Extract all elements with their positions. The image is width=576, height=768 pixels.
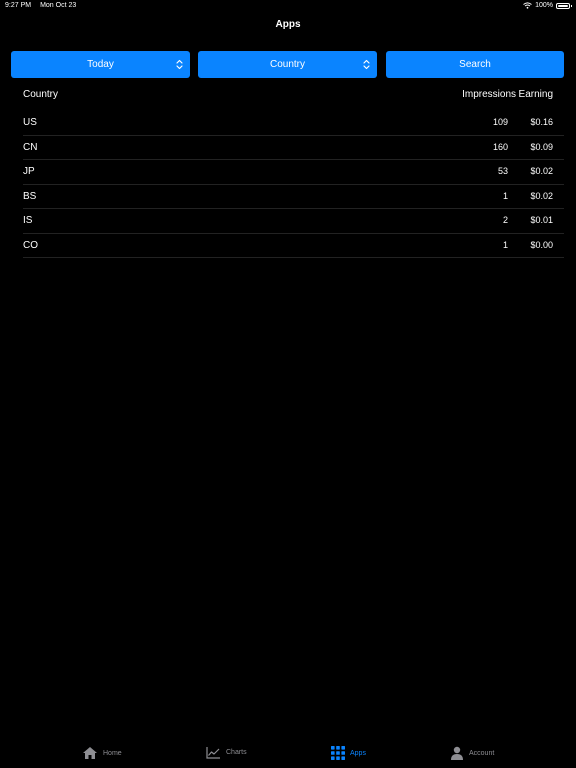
column-header-impressions: Impressions	[462, 89, 516, 100]
wifi-icon	[523, 2, 532, 9]
status-right	[523, 2, 570, 9]
cell-country: BS	[23, 190, 37, 202]
tab-apps[interactable]	[331, 746, 366, 760]
cell-impressions: 1	[502, 239, 508, 250]
dimension-select-label: Country	[269, 59, 305, 70]
period-select-label: Today	[87, 59, 114, 70]
tab-account-label: Account	[469, 749, 495, 757]
status-bar	[0, 0, 576, 12]
status-left	[5, 2, 76, 9]
column-header-country: Country	[23, 89, 59, 100]
table-row	[23, 185, 564, 210]
table-row	[23, 136, 564, 161]
cell-impressions: 1	[502, 190, 508, 201]
cell-impressions: 160	[492, 141, 508, 152]
cell-earning: $0.02	[530, 166, 553, 176]
data-table	[23, 111, 564, 258]
chart-line-icon	[206, 746, 221, 759]
page-title: Apps	[275, 19, 301, 30]
dimension-select[interactable]	[198, 51, 377, 78]
person-icon	[450, 746, 464, 760]
tab-account[interactable]	[450, 746, 494, 760]
cell-impressions: 53	[497, 166, 508, 176]
cell-earning: $0.01	[530, 215, 553, 225]
cell-impressions: 109	[492, 117, 508, 127]
tab-charts-label: Charts	[226, 749, 247, 756]
status-date: Mon Oct 23	[40, 2, 77, 9]
cell-earning: $0.00	[530, 239, 553, 250]
cell-earning: $0.16	[530, 117, 553, 127]
tab-home-label: Home	[103, 749, 122, 757]
table-row	[23, 111, 564, 136]
battery-percent: 100%	[535, 2, 553, 9]
cell-country: JP	[23, 166, 35, 177]
cell-impressions: 2	[502, 215, 508, 225]
battery-level	[558, 5, 568, 7]
tab-charts[interactable]	[206, 746, 247, 759]
chevron-up-down-icon	[176, 58, 183, 71]
cell-country: CN	[23, 141, 38, 153]
tab-home[interactable]	[82, 746, 122, 760]
table-row	[23, 234, 564, 259]
tab-apps-label: Apps	[350, 749, 366, 757]
tab-bar	[0, 740, 576, 768]
period-select[interactable]	[11, 51, 190, 78]
cell-country: US	[23, 117, 37, 128]
search-button[interactable]	[386, 51, 564, 78]
cell-earning: $0.02	[530, 190, 553, 201]
column-header-earning: Earning	[518, 89, 553, 100]
cell-country: CO	[23, 239, 38, 251]
house-icon	[82, 746, 98, 760]
grid-icon	[331, 746, 345, 760]
table-row	[23, 209, 564, 234]
status-time: 9:27 PM	[5, 2, 32, 9]
chevron-up-down-icon	[363, 58, 370, 71]
battery-icon	[556, 3, 570, 9]
search-button-label: Search	[459, 59, 491, 70]
cell-earning: $0.09	[530, 141, 553, 152]
cell-country: IS	[23, 215, 33, 226]
table-row	[23, 160, 564, 185]
